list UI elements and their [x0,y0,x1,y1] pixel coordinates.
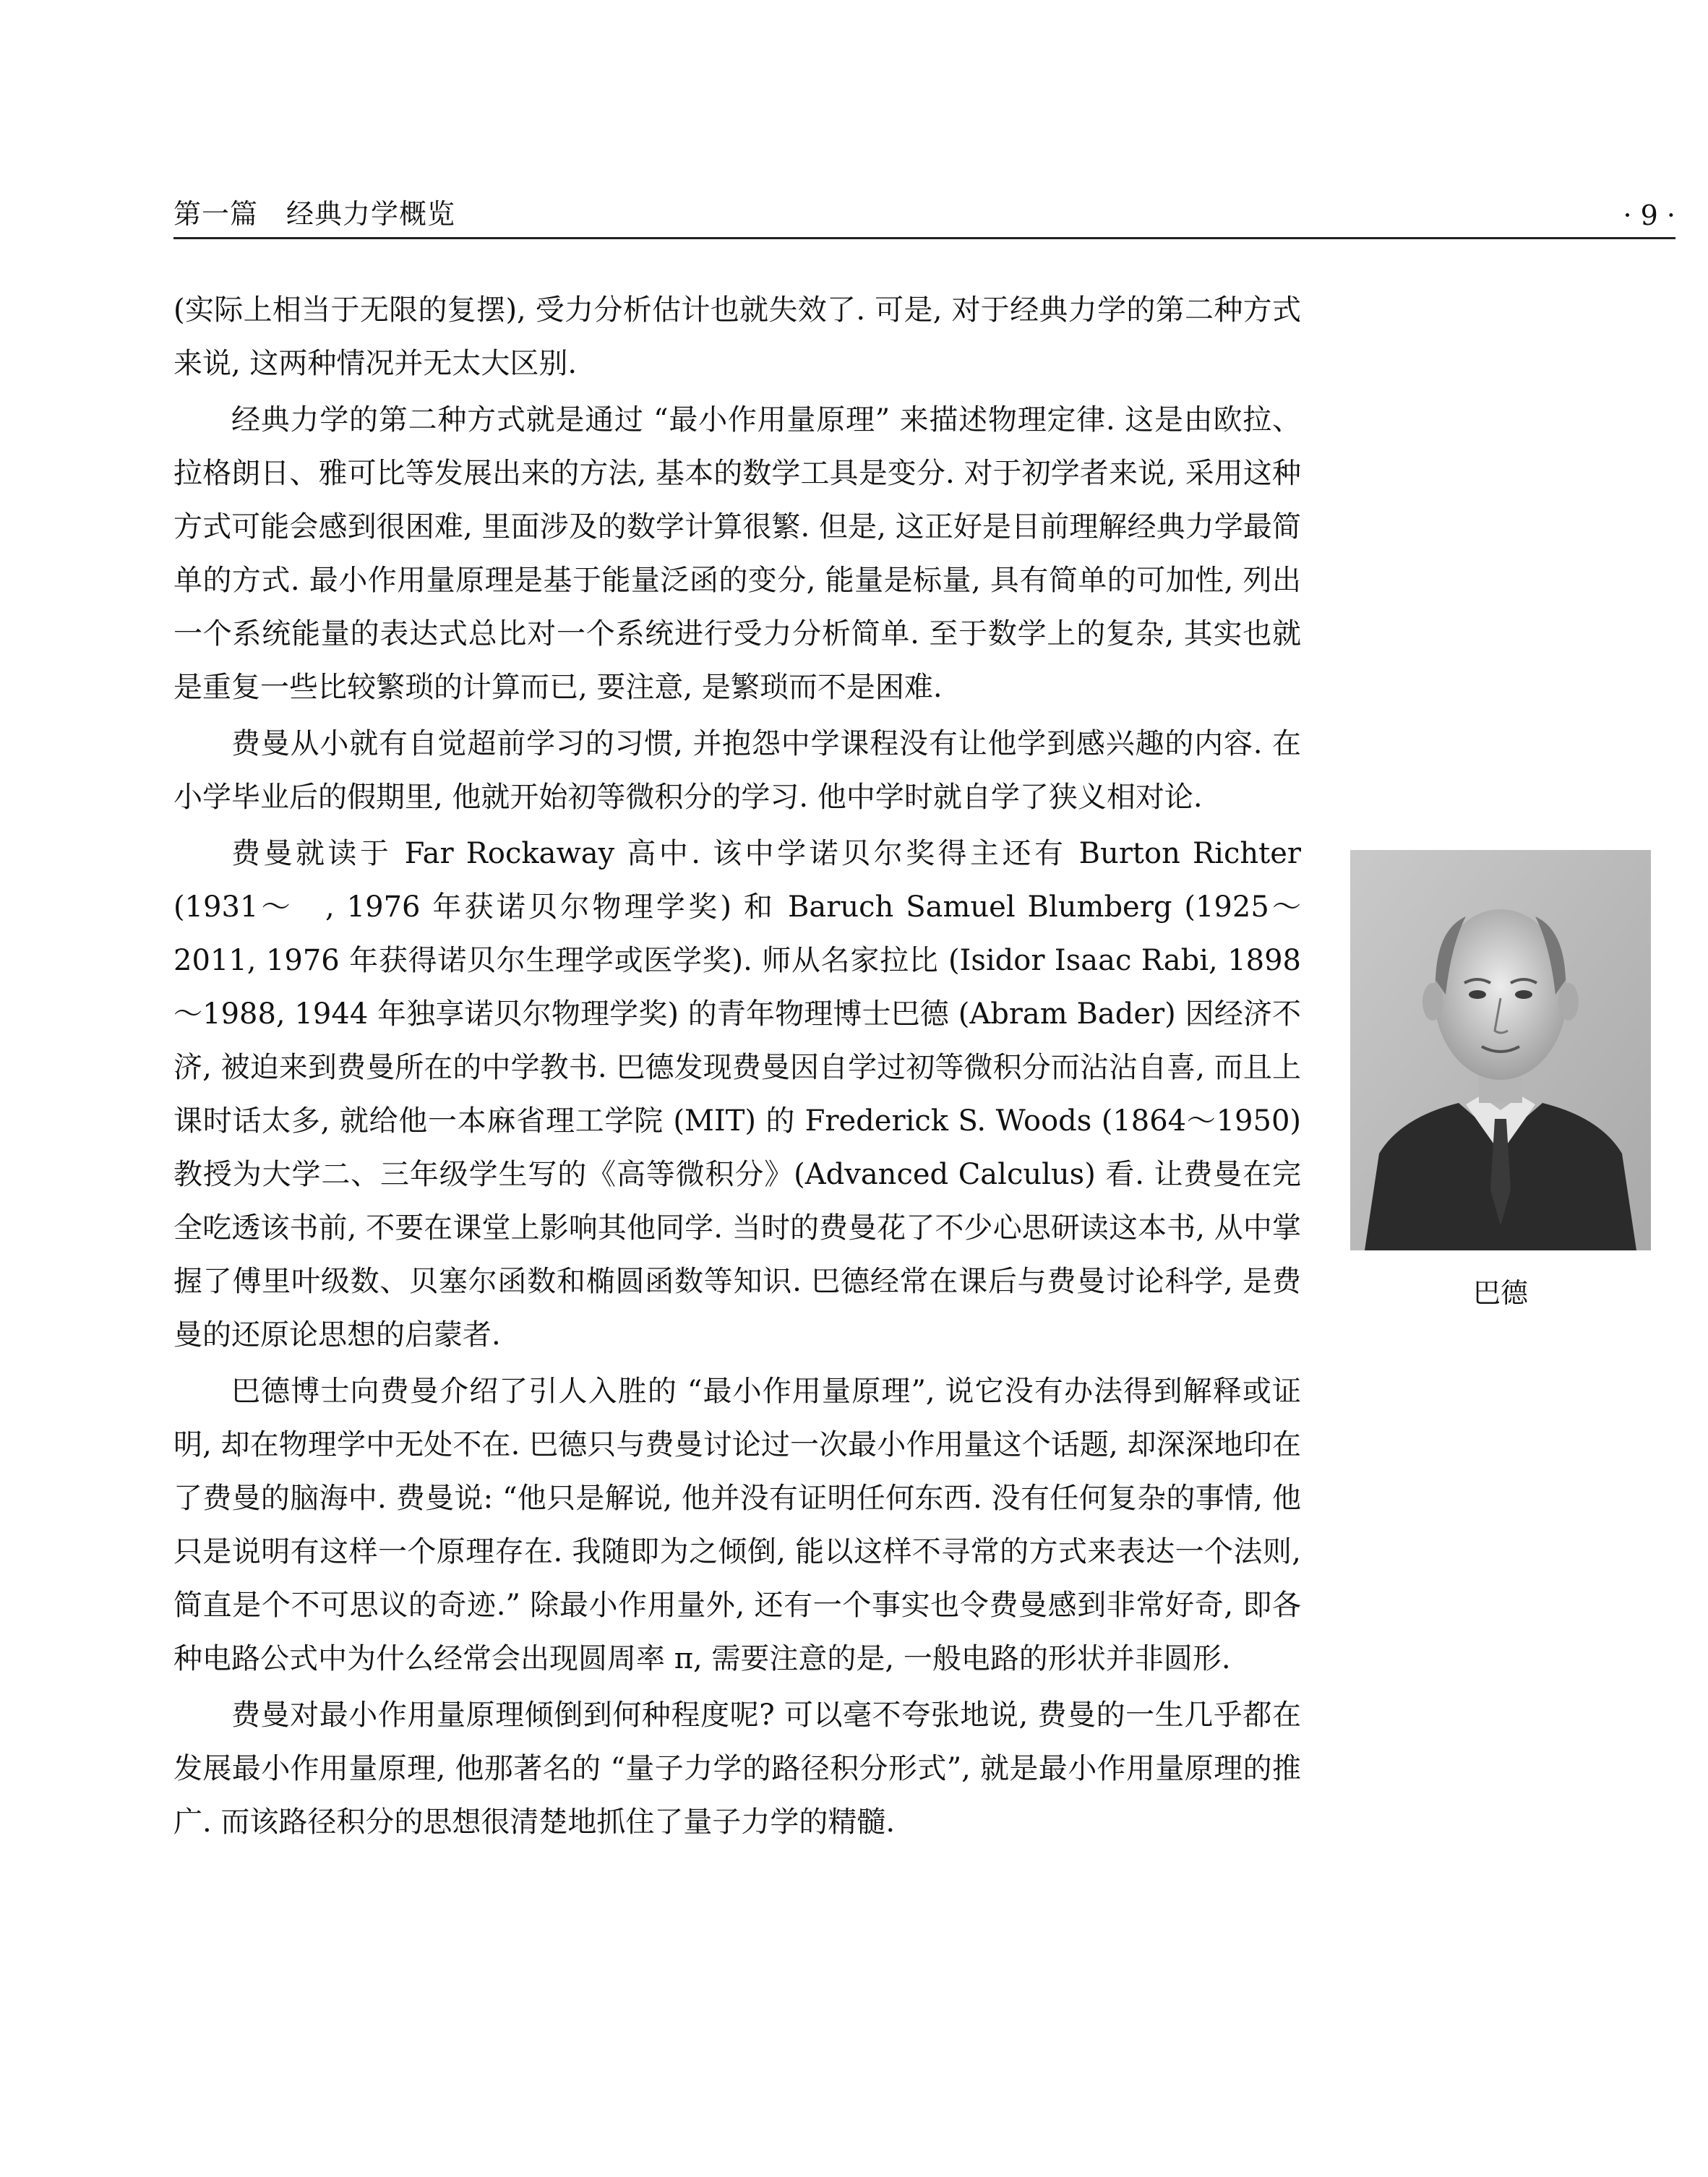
figure-caption: 巴德 [1472,1277,1528,1309]
paragraph-5: 巴德博士向费曼介绍了引人入胜的 “最小作用量原理”, 说它没有办法得到解释或证明, 却在物理学中无处不在. 巴德只与费曼讨论过一次最小作用量这个话题, 却深深地印在了费曼的脑海中. 费曼说: “他只是解说, 他并没有证明任何东西. 没有任何复杂的事情, 他只是说明有这样一个原理存在. 我随即为之倾倒, 能以这样不寻常的方式来表达一个法则, 简直是个不可思议的奇迹.” 除最小作用量外, 还有一个事实也令费曼感到非常好奇, 即各种电路公式中为什么经常会出现圆周率 π, 需要注意的是, 一般电路的形状并非圆形. [173,1375,1301,1675]
paragraph-4: 费曼就读于 Far Rockaway 高中. 该中学诺贝尔奖得主还有 Burton Richter (1931～ , 1976 年获诺贝尔物理学奖) 和 Baruch Samuel Blumberg (1925～2011, 1976 年获得诺贝尔生理学或医学奖). 师从名家拉比 (Isidor Isaac Rabi, 1898～1988, 1944 年独享诺贝尔物理学奖) 的青年物理博士巴德 (Abram Bader) 因经济不济, 被迫来到费曼所在的中学教书. 巴德发现费曼因自学过初等微积分而沾沾自喜, 而且上课时话太多, 就给他一本麻省理工学院 (MIT) 的 Frederick S. Woods (1864～1950) 教授为大学二、三年级学生写的《高等微积分》(Advanced Calculus) 看. 让费曼在完全吃透该书前, 不要在课堂上影响其他同学. 当时的费曼花了不少心思研读这本书, 从中掌握了傅里叶级数、贝塞尔函数和椭圆函数等知识. 巴德经常在课后与费曼讨论科学, 是费曼的还原论思想的启蒙者. [173,837,1301,1352]
paragraph-1: (实际上相当于无限的复摆), 受力分析估计也就失效了. 可是, 对于经典力学的第二种方式来说, 这两种情况并无太大区别. [173,293,1301,380]
page-number: · 9 · [1623,199,1675,231]
paragraph-6: 费曼对最小作用量原理倾倒到何种程度呢? 可以毫不夸张地说, 费曼的一生几乎都在发展最小作用量原理, 他那著名的 “量子力学的路径积分形式”, 就是最小作用量原理的推广. 而该路径积分的思想很清楚地抓住了量子力学的精髓. [173,1699,1301,1839]
running-header [173,194,1675,239]
portrait-figure [1350,850,1651,1310]
chapter-title: 第一篇 经典力学概览 [173,198,456,230]
portrait-photo [1350,850,1651,1250]
paragraph-2: 经典力学的第二种方式就是通过 “最小作用量原理” 来描述物理定律. 这是由欧拉、拉格朗日、雅可比等发展出来的方法, 基本的数学工具是变分. 对于初学者来说, 采用这种方式可能会感到很困难, 里面涉及的数学计算很繁. 但是, 这正好是目前理解经典力学最简单的方式. 最小作用量原理是基于能量泛函的变分, 能量是标量, 具有简单的可加性, 列出一个系统能量的表达式总比对一个系统进行受力分析简单. 至于数学上的复杂, 其实也就是重复一些比较繁琐的计算而已, 要注意, 是繁琐而不是困难. [173,403,1301,704]
body-text [173,283,1301,1852]
paragraph-3: 费曼从小就有自觉超前学习的习惯, 并抱怨中学课程没有让他学到感兴趣的内容. 在小学毕业后的假期里, 他就开始初等微积分的学习. 他中学时就自学了狭义相对论. [173,727,1301,814]
